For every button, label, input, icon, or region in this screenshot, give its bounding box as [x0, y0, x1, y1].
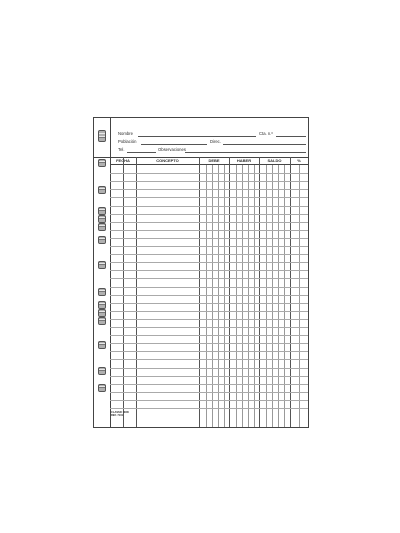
cta-label: Cta. n.º: [259, 131, 273, 136]
ledger-row-line: [110, 287, 308, 288]
form-reference-line: REF. 7101: [111, 414, 124, 417]
ledger-row-line: [110, 376, 308, 377]
debe-digit-line: [218, 165, 219, 427]
binding-hole-icon: [98, 223, 106, 231]
ledger-row-line: [110, 262, 308, 263]
percent-column-header: [290, 157, 308, 165]
direc-label: Direc.: [210, 139, 221, 144]
account-header: [94, 118, 308, 158]
saldo-digit-line: [266, 165, 267, 427]
ledger-row-line: [110, 351, 308, 352]
binding-hole-icon: [98, 367, 106, 375]
haber-column-header: HABER: [229, 157, 259, 165]
ledger-row-line: [110, 368, 308, 369]
percent-digit-line: [299, 165, 300, 427]
binding-hole-icon: [98, 236, 106, 244]
direc-field[interactable]: [223, 144, 306, 145]
ledger-row-line: [110, 189, 308, 190]
ledger-row-line: [110, 270, 308, 271]
ledger-row-line: [110, 400, 308, 401]
binding-hole-icon: [98, 317, 106, 325]
nombre-field[interactable]: [138, 136, 256, 137]
ledger-row-line: [110, 238, 308, 239]
haber-digit-line: [236, 165, 237, 427]
tel-label: Tel.: [118, 147, 125, 152]
ledger-row-line: [110, 392, 308, 393]
ledger-row-line: [110, 319, 308, 320]
concepto-column-header: CONCEPTO: [136, 157, 199, 165]
saldo-digit-line: [278, 165, 279, 427]
binding-hole-icon: [98, 288, 106, 296]
percent-symbol: %: [297, 158, 301, 163]
ledger-row-line: [110, 214, 308, 215]
nombre-label: Nombre: [118, 131, 133, 136]
debe-digit-line: [212, 165, 213, 427]
poblacion-field[interactable]: [141, 144, 207, 145]
saldo-column-header: SALDO: [259, 157, 290, 165]
saldo-digit-line: [272, 165, 273, 427]
ledger-sheet: [93, 117, 309, 428]
ledger-row-line: [110, 343, 308, 344]
debe-digit-line: [206, 165, 207, 427]
ledger-row-line: [110, 206, 308, 207]
saldo-digit-line: [284, 165, 285, 427]
binding-hole-icon: [98, 309, 106, 317]
debe-digit-line: [224, 165, 225, 427]
ledger-row-line: [110, 254, 308, 255]
binding-hole-icon: [98, 159, 106, 167]
observaciones-label: Observaciones: [158, 147, 186, 152]
poblacion-label: Población: [118, 139, 137, 144]
ledger-row-line: [110, 222, 308, 223]
ledger-row-line: [110, 197, 308, 198]
haber-digit-line: [242, 165, 243, 427]
binding-holes-column: [94, 118, 111, 427]
form-reference: [111, 411, 133, 417]
ledger-row-line: [110, 295, 308, 296]
ledger-row-line: [110, 181, 308, 182]
binding-hole-icon: [98, 384, 106, 392]
ledger-row-line: [110, 311, 308, 312]
ledger-row-line: [110, 335, 308, 336]
ledger-row-line: [110, 384, 308, 385]
binding-hole-icon: [98, 301, 106, 309]
binding-hole-icon: [98, 186, 106, 194]
ledger-row-line: [110, 359, 308, 360]
ledger-row-line: [110, 303, 308, 304]
ledger-row-line: [110, 173, 308, 174]
haber-digit-line: [248, 165, 249, 427]
haber-digit-line: [254, 165, 255, 427]
ledger-row-line: [110, 408, 308, 409]
debe-column-header: DEBE: [199, 157, 229, 165]
tel-field[interactable]: [127, 152, 156, 153]
ledger-row-line: [110, 327, 308, 328]
binding-hole-icon: [98, 341, 106, 349]
cta-field[interactable]: [276, 136, 306, 137]
fecha-column-header: FECHA: [110, 157, 136, 165]
ledger-row-line: [110, 246, 308, 247]
form-reference-line: CLASSIC 3000: [111, 411, 129, 414]
binding-hole-icon: [98, 215, 106, 223]
ledger-row-line: [110, 278, 308, 279]
binding-hole-icon: [98, 261, 106, 269]
observaciones-field[interactable]: [185, 152, 306, 153]
binding-hole-icon: [98, 207, 106, 215]
ledger-row-line: [110, 230, 308, 231]
